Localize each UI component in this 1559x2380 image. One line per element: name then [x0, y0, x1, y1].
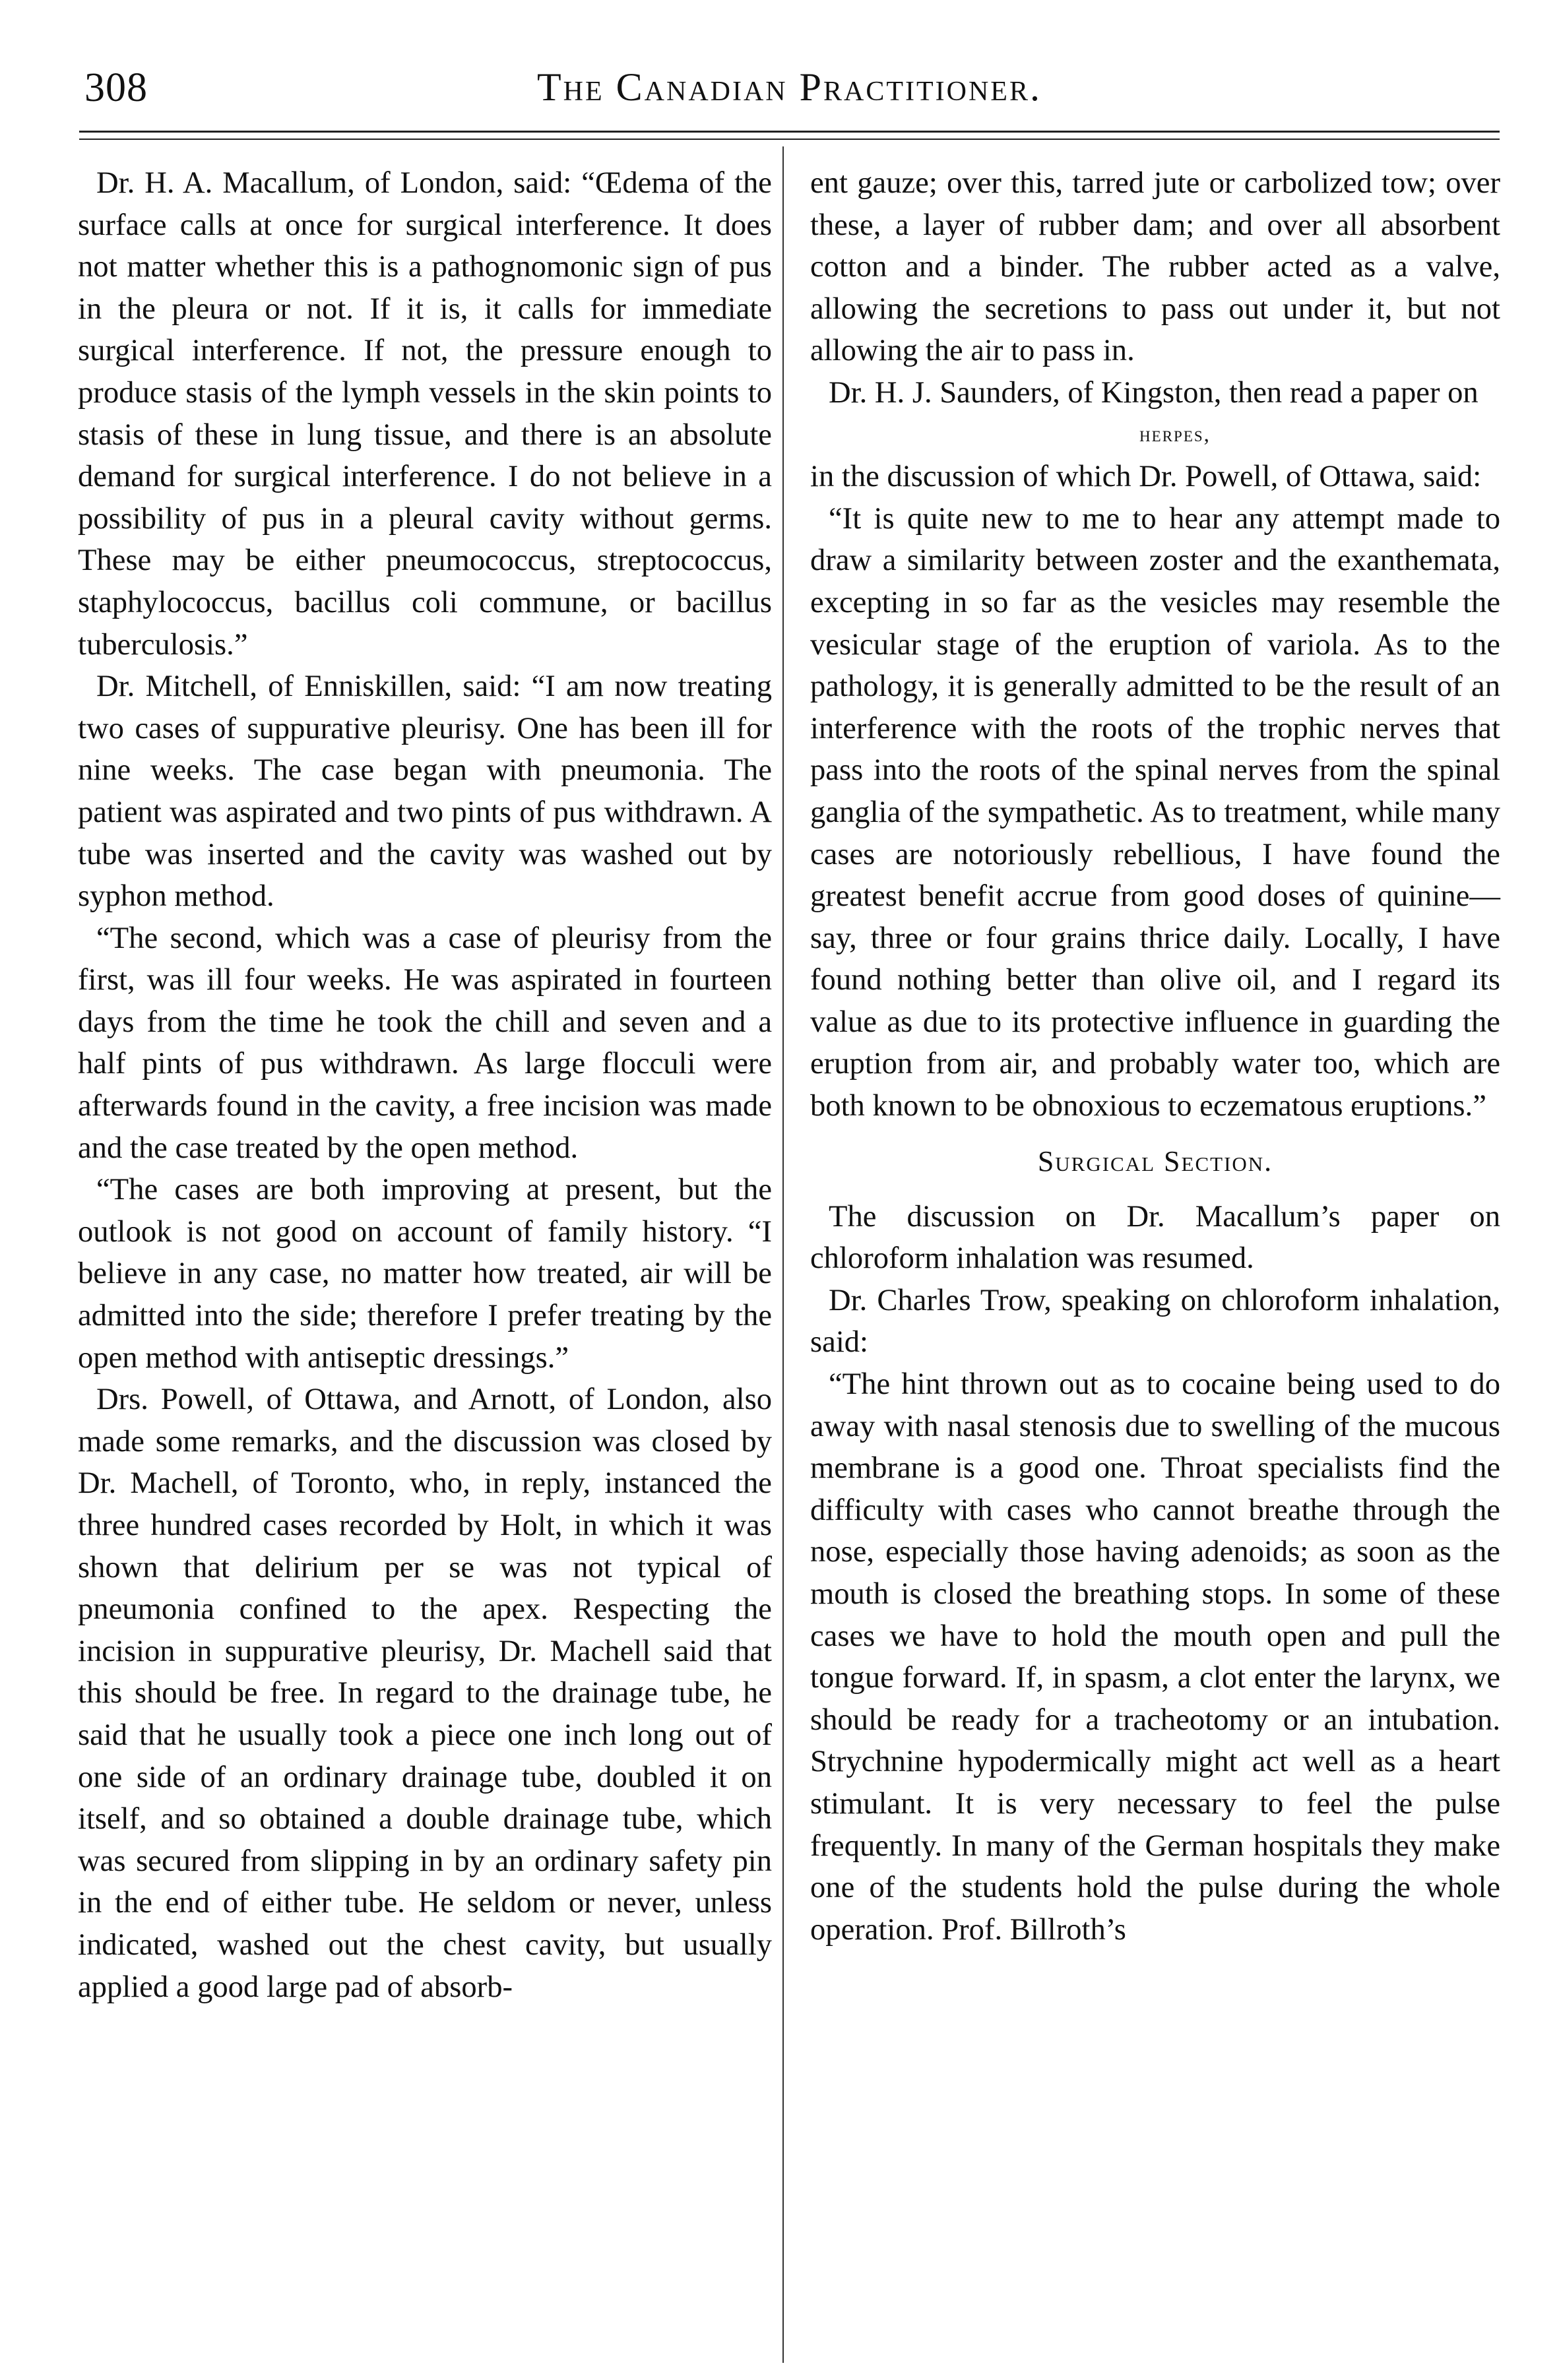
heading-surgical-section: Surgical Section. [1037, 1144, 1273, 1177]
heading-herpes: herpes, [1139, 422, 1211, 447]
journal-title: The Canadian Practitioner. [537, 65, 1042, 109]
paragraph-chloroform-discussion: The discussion on Dr. Macallum’s paper on chloroform inhalation was resumed. [810, 1199, 1500, 1276]
right-column [810, 162, 1500, 1951]
column-divider [782, 146, 784, 2363]
left-column [78, 162, 772, 2008]
paragraph-macallum: Dr. H. A. Macallum, of London, said: “Œdema of the surface calls at once for surgical interference. It does not matter whether this is a pathognomonic sign of pus in the pleura or not. If it is, it calls for immediate surgical interference. If not, the pressure enough to produce stasis of the lymph vessels in the skin points to stasis of these in lung tissue, and there is an absolute demand for surgical interference. I do not believe in a possibility of pus in a pleural cavity without germs. These may be either pneumococcus, streptococcus, staphylococcus, bacillus coli commune, or bacillus tuberculosis.” [78, 166, 772, 662]
paragraph-trow-intro: Dr. Charles Trow, speaking on chloroform inhalation, said: [810, 1282, 1500, 1360]
header-rule-top [79, 131, 1500, 133]
paragraph-saunders: Dr. H. J. Saunders, of Kingston, then read a paper on [829, 375, 1479, 410]
header-rule-bottom [79, 139, 1500, 140]
paragraph-second-case: “The second, which was a case of pleurisy from the first, was ill four weeks. He was aspirated in fourteen days from the time he took the chill and seven and a half pints of pus withdrawn. As large flocculi were afterwards found in the cavity, a free incision was made and the case treated by the open method. [78, 920, 772, 1165]
page-number: 308 [84, 65, 148, 110]
paragraph-powell-quote: “It is quite new to me to hear any attempt made to draw a similarity between zoster and the exanthemata, excepting in so far as the vesicles may resemble the vesicular stage of the eruption of variola. As to the pathology, it is generally admitted to be the result of an interference with the roots of the trophic nerves that pass into the roots of the spinal nerves from the spinal ganglia of the sympathetic. As to treatment, while many cases are notoriously rebellious, I have found the greatest benefit accrue from good doses of quinine—say, three or four grains thrice daily. Locally, I have found nothing better than olive oil, and I regard its value as due to its protective influence in guarding the eruption from air, and probably water too, which are both known to be obnoxious to eczematous eruptions.” [810, 501, 1500, 1123]
paragraph-dressings: ent gauze; over this, tarred jute or carbolized tow; over these, a layer of rubber dam; and over all absorbent cotton and a binder. The rubber acted as a valve, allowing the secretions to pass out under it, but not allowing the air to pass in. [810, 166, 1500, 368]
running-header [79, 41, 1500, 113]
paragraph-machell-reply: Drs. Powell, of Ottawa, and Arnott, of London, also made some remarks, and the discussion was closed by Dr. Machell, of Toronto, who, in reply, instanced the three hundred cases recorded by Holt, in which it was shown that delirium per se was not typical of pneumonia confined to the apex. Respecting the incision in suppurative pleurisy, Dr. Machell said that this should be free. In regard to the drainage tube, he said that he usually took a piece one inch long out of one side of an ordinary drainage tube, doubled it on itself, and so obtained a double drainage tube, which was secured from slipping in by an ordinary safety pin in the end of either tube. He seldom or never, unless indicated, washed out the chest cavity, but usually applied a good large pad of absorb- [78, 1382, 772, 2004]
paragraph-trow-quote: “The hint thrown out as to cocaine being used to do away with nasal stenosis due to swelling of the mucous membrane is a good one. Throat specialists find the difficulty with cases who cannot breathe through the nose, especially those having adenoids; as soon as the mouth is closed the breathing stops. In some of these cases we have to hold the mouth open and pull the tongue forward. If, in spasm, a clot enter the larynx, we should be ready for a tracheotomy or an intubation. Strychnine hypodermically might act well as a heart stimulant. It is very necessary to feel the pulse frequently. In many of the German hospitals they make one of the students hold the pulse during the whole operation. Prof. Billroth’s [810, 1367, 1500, 1947]
paragraph-cases-improving: “The cases are both improving at present, but the outlook is not good on account of family history. “I believe in any case, no matter how treated, air will be admitted into the side; therefore I prefer treating by the open method with antiseptic dressings.” [78, 1172, 772, 1375]
paragraph-powell-intro: in the discussion of which Dr. Powell, of Ottawa, said: [810, 459, 1482, 494]
paragraph-mitchell: Dr. Mitchell, of Enniskillen, said: “I am now treating two cases of suppurative pleurisy. One has been ill for nine weeks. The case began with pneumonia. The patient was aspirated and two pints of pus withdrawn. A tube was inserted and the cavity was washed out by syphon method. [78, 669, 772, 914]
